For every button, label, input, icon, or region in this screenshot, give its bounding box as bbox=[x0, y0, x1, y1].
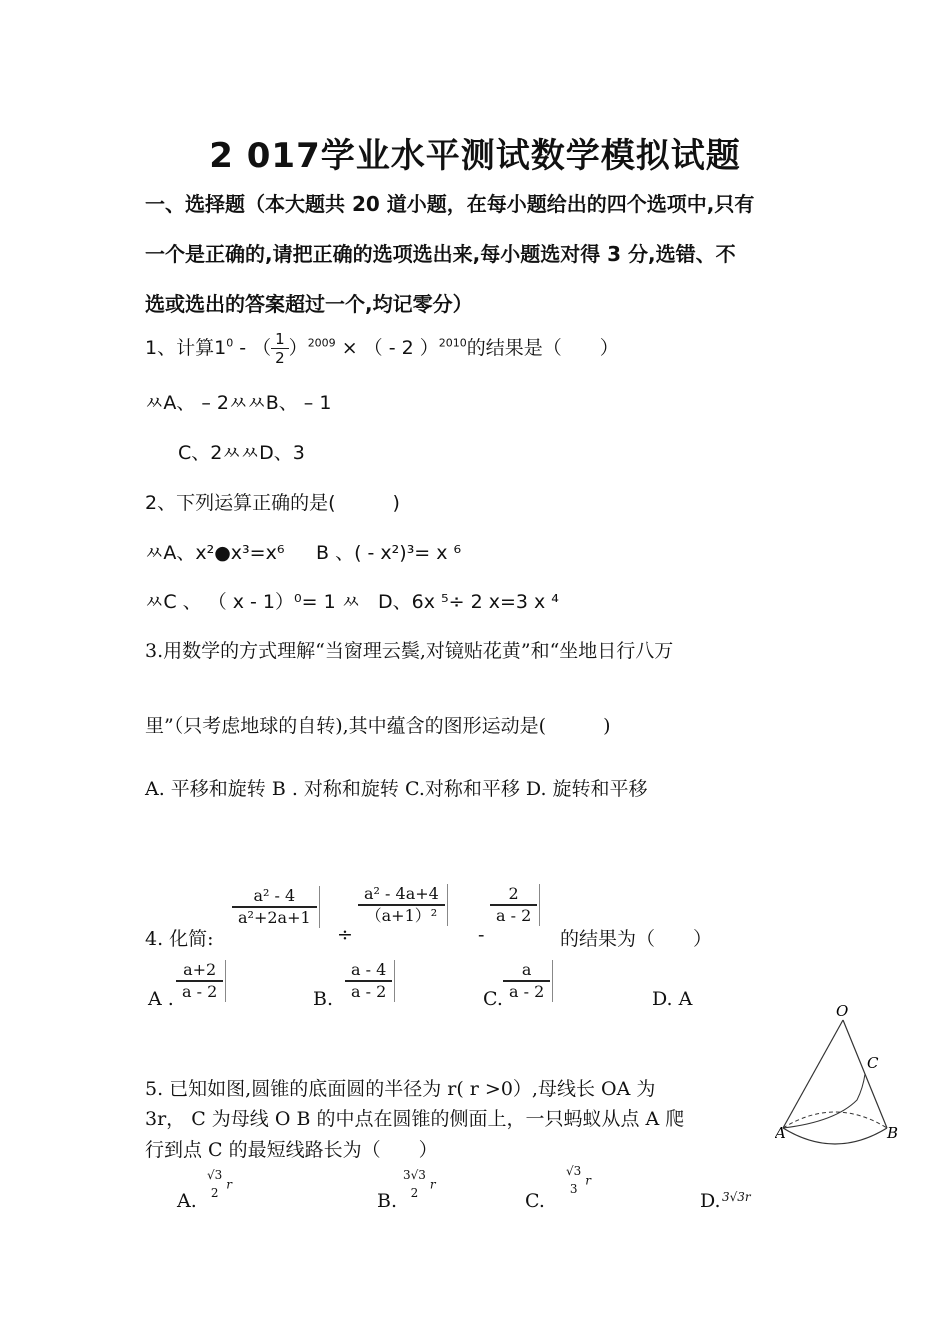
section-heading-line1: 一、选择题（本大题共 20 道小题，在每小题给出的四个选项中,只有 bbox=[145, 192, 755, 216]
q5-option-a-label: A. bbox=[177, 1190, 197, 1212]
cone-figure bbox=[775, 1000, 925, 1150]
q1-options-cd: C、2ﾶﾶD、3 bbox=[178, 442, 305, 464]
q5-option-d-value: 3√3r bbox=[722, 1190, 751, 1204]
q5-option-d-label: D. bbox=[700, 1190, 721, 1212]
q1-options-ab: ﾶA、 – 2ﾶﾶB、 – 1 bbox=[145, 392, 332, 414]
label-a: A bbox=[775, 1124, 786, 1142]
q4-divide-sign: ÷ bbox=[337, 924, 353, 946]
question-5-line3: 行到点 C 的最短线路长为（ ） bbox=[145, 1139, 438, 1161]
q4-option-c-fraction: $\frac{a}{a - 2}$ bbox=[503, 960, 553, 1002]
question-5-line1: 5. 已知如图,圆锥的底面圆的半径为 r( r >0）,母线长 OA 为 bbox=[145, 1078, 656, 1100]
q4-fraction-3: $\frac{2}{a - 2}$ bbox=[490, 884, 540, 926]
q4-option-d: D. A bbox=[652, 988, 693, 1010]
q4-option-c-label: C. bbox=[483, 988, 503, 1010]
q4-option-b-label: B. bbox=[313, 988, 334, 1010]
question-1-stem: 1、计算$1^0$ - （ $\frac{1}{2}$ ）$^{2009}$ × （ - 2 ）$^{2010}$的结果是（ ） bbox=[145, 330, 619, 367]
q4-option-a-fraction: $\frac{a+2}{a - 2}$ bbox=[176, 960, 226, 1002]
question-2-stem: 2、下列运算正确的是( ) bbox=[145, 492, 400, 514]
question-3-line2: 里”（只考虑地球的自转),其中蕴含的图形运动是( ) bbox=[145, 715, 611, 737]
label-o: O bbox=[836, 1002, 849, 1020]
question-4-prefix: 4. 化简: bbox=[145, 928, 214, 950]
ant-path bbox=[783, 1074, 865, 1128]
question-3-line1: 3.用数学的方式理解“当窗理云鬓,对镜贴花黄”和“坐地日行八万 bbox=[145, 640, 674, 662]
q4-fraction-2: $\frac{\text{a² - 4a+4}}{\text{（a+1）²}}$ bbox=[358, 884, 448, 926]
q3-options: A. 平移和旋转 B . 对称和旋转 C.对称和平移 D. 旋转和平移 bbox=[145, 778, 648, 800]
q5-option-b-label: B. bbox=[377, 1190, 398, 1212]
cone-line-oa bbox=[783, 1020, 843, 1128]
q4-minus-sign: - bbox=[478, 924, 485, 946]
q2-option-b: B 、( - x²)³= x ⁶ bbox=[316, 542, 462, 564]
section-heading-line2: 一个是正确的,请把正确的选项选出来,每小题选对得 3 分,选错、不 bbox=[145, 242, 736, 266]
q5-option-a-value: √3 2 r bbox=[207, 1168, 233, 1200]
q5-option-c-value: √3 3 r bbox=[566, 1164, 592, 1196]
q4-option-a-label: A . bbox=[148, 988, 174, 1010]
q5-option-c-label: C. bbox=[525, 1190, 545, 1212]
q2-option-c: ﾶC 、 （ x - 1）⁰= 1 ﾶ bbox=[145, 591, 361, 613]
q4-suffix: 的结果为（ ） bbox=[560, 928, 713, 950]
q5-option-b-value: 3√3 2 r bbox=[403, 1168, 436, 1200]
cone-base-front bbox=[783, 1128, 887, 1144]
page-title: 2 017学业水平测试数学模拟试题 bbox=[209, 136, 741, 176]
section-heading-line3: 选或选出的答案超过一个,均记零分） bbox=[145, 292, 473, 316]
q1-fraction: $\frac{1}{2}$ bbox=[271, 330, 289, 367]
label-c: C bbox=[867, 1054, 879, 1072]
q2-option-d: D、6x ⁵÷ 2 x=3 x ⁴ bbox=[378, 591, 559, 613]
q2-option-a: ﾶA、x²●x³=x⁶ bbox=[145, 542, 285, 564]
label-b: B bbox=[887, 1124, 899, 1142]
question-5-line2: 3r， C 为母线 O B 的中点在圆锥的侧面上，一只蚂蚁从点 A 爬 bbox=[145, 1108, 685, 1130]
q4-fraction-1: $\frac{\text{a² - 4}}{\text{a²+2a+1}}$ bbox=[232, 886, 320, 928]
q4-option-b-fraction: $\frac{a - 4}{a - 2}$ bbox=[345, 960, 395, 1002]
